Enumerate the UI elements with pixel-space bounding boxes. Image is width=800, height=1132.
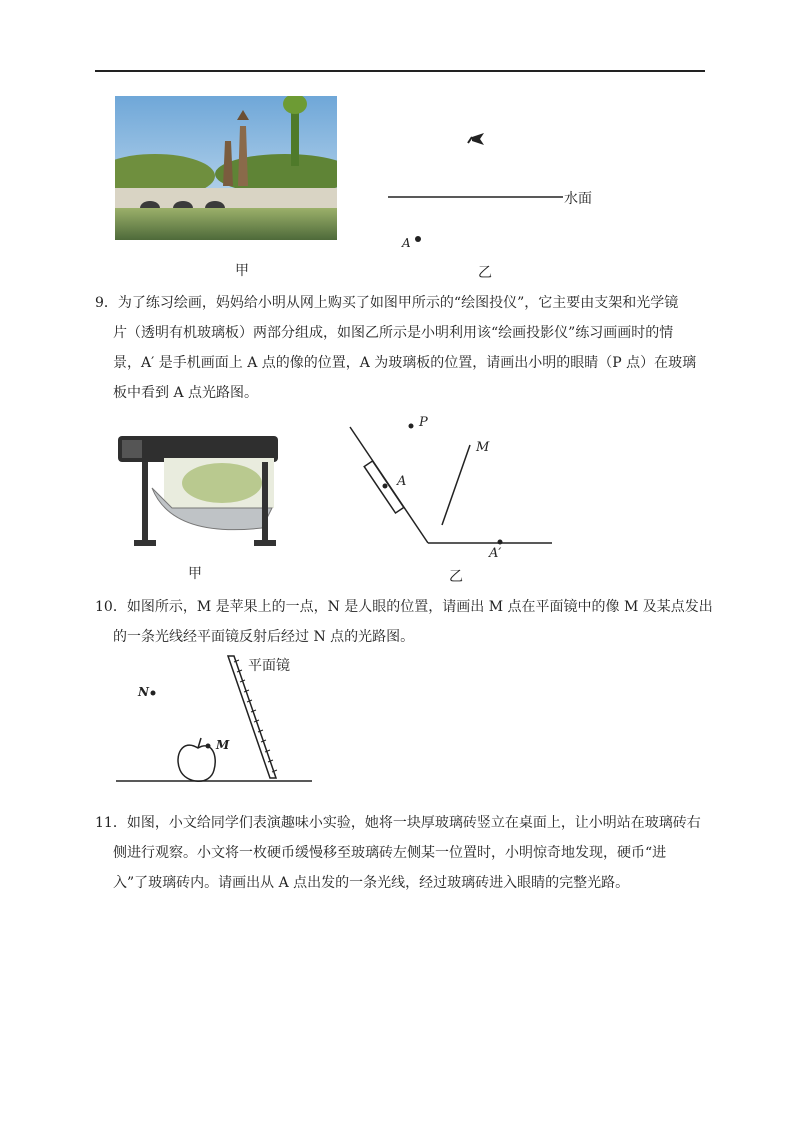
q9-line-1: 9．为了练习绘画，妈妈给小明从网上购买了如图甲所示的“绘图投仪”，它主要由支架和光学镜 bbox=[95, 295, 679, 311]
label-a: A bbox=[397, 474, 407, 489]
question-9 bbox=[95, 288, 707, 408]
q11-line-2: 侧进行观察。小文将一枚硬币缓慢移至玻璃砖左侧某一位置时，小明惊奇地发现，硬币“进 bbox=[113, 845, 667, 861]
q10-line-1: 10．如图所示，M 是苹果上的一点，N 是人眼的位置，请画出 M 点在平面镜中的像 M 及某点发出 bbox=[95, 599, 713, 615]
q9-line-2: 片（透明有机玻璃板）两部分组成，如图乙所示是小明利用该“绘画投影仪”练习画画时的情 bbox=[113, 325, 674, 341]
point-a-dot bbox=[415, 236, 421, 242]
apple-outline bbox=[178, 745, 215, 781]
plotter-photo bbox=[112, 428, 292, 553]
q9-photo-caption: 甲 bbox=[188, 566, 202, 582]
q9-line-3: 景，A′ 是手机画面上 A 点的像的位置，A 为玻璃板的位置，请画出小明的眼睛（P 点）在玻璃 bbox=[113, 355, 697, 371]
q11-line-1: 11．如图，小文给同学们表演趣味小实验，她将一块厚玻璃砖竖立在桌面上，让小明站在玻璃砖右 bbox=[95, 815, 701, 831]
label-m-apple: M bbox=[216, 738, 230, 752]
question-11 bbox=[95, 808, 707, 898]
header-rule bbox=[95, 70, 705, 72]
question-10 bbox=[95, 592, 713, 652]
projector-diagram bbox=[340, 415, 560, 565]
q10-line-2: 的一条光线经平面镜反射后经过 N 点的光路图。 bbox=[113, 629, 415, 645]
point-m-dot bbox=[206, 744, 211, 749]
line-m bbox=[442, 445, 470, 525]
mirror-label: 平面镜 bbox=[248, 658, 290, 674]
q11-line-3: 入”了玻璃砖内。请画出从 A 点出发的一条光线，经过玻璃砖进入眼睛的完整光路。 bbox=[113, 875, 630, 891]
label-m: M bbox=[476, 440, 490, 455]
point-a-prime-dot bbox=[498, 540, 503, 545]
eye-icon bbox=[468, 133, 484, 145]
q9-line-4: 板中看到 A 点光路图。 bbox=[113, 385, 259, 401]
point-a-label: A bbox=[402, 236, 411, 250]
point-a-dot bbox=[383, 484, 388, 489]
q9-diagram-caption: 乙 bbox=[449, 569, 463, 585]
label-n: N bbox=[138, 685, 149, 699]
pagoda-photo bbox=[115, 96, 337, 240]
top-diagram-caption: 乙 bbox=[478, 265, 492, 281]
label-a-prime: A′ bbox=[489, 546, 502, 561]
point-n-dot bbox=[151, 691, 156, 696]
point-p-dot bbox=[409, 424, 414, 429]
label-p: P bbox=[419, 415, 428, 430]
water-label: 水面 bbox=[564, 191, 592, 207]
top-photo-caption: 甲 bbox=[235, 263, 249, 279]
